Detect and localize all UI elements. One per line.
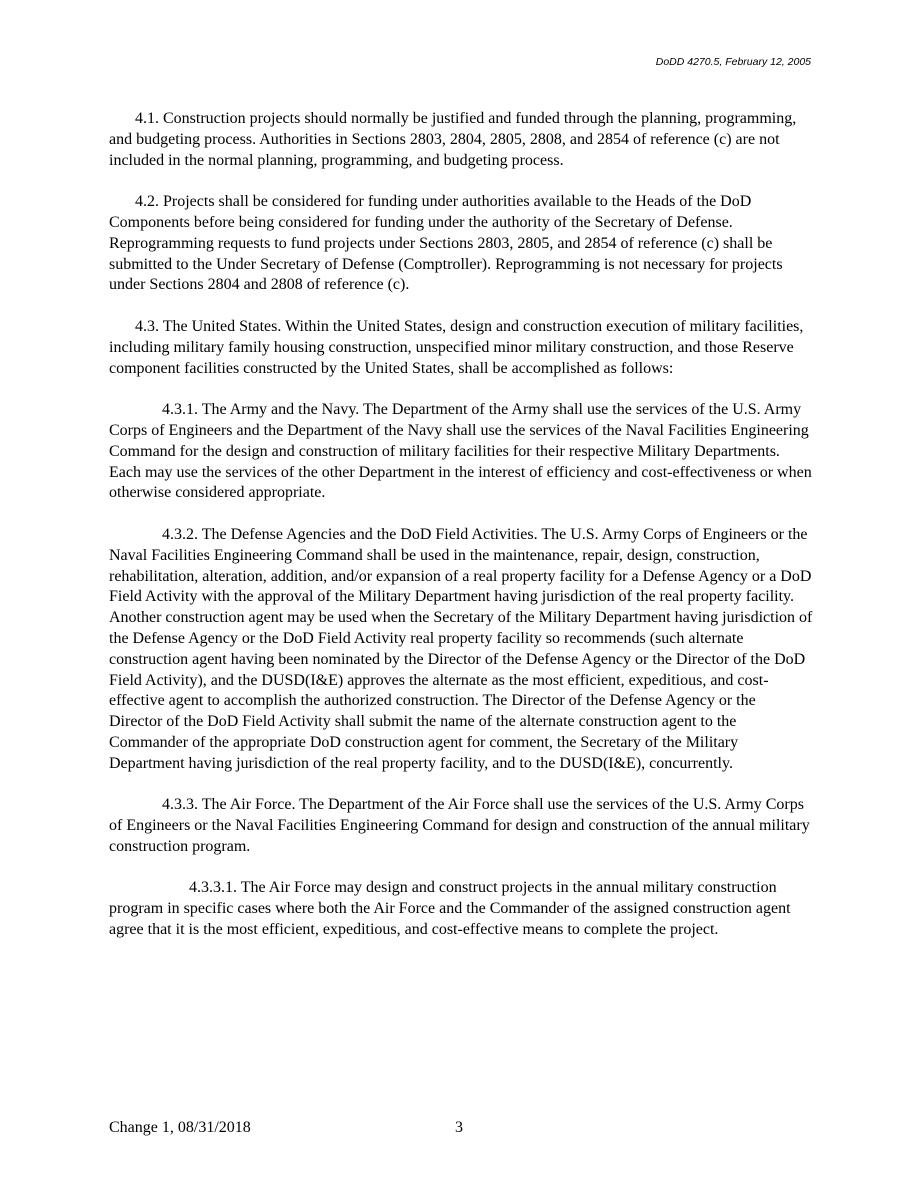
paragraph-4-3-3: 4.3.3. The Air Force. The Department of the Air Force shall use the services of the U.S. Army Corps of Engineers or the Naval Facilities Engineering Command for design and construction of the annual military construction program. bbox=[109, 796, 810, 855]
paragraph-4-3-1: 4.3.1. The Army and the Navy. The Department of the Army shall use the services of the U.S. Army Corps of Engineers and the Department of the Navy shall use the services of the Naval Facilities Engineering Command for the design and construction of military facilities for their respective Military Departments. Each may use the services of the other Department in the interest of efficiency and cost-effectiveness or when otherwise considered appropriate. bbox=[109, 401, 812, 502]
paragraph-4-3: 4.3. The United States. Within the United States, design and construction execution of military facilities, including military family housing construction, unspecified minor military construction, and those Reserve component facilities constructed by the United States, shall be accomplished as follows: bbox=[109, 317, 804, 377]
document-body bbox=[109, 109, 813, 962]
paragraph-4-1: 4.1. Construction projects should normally be justified and funded through the planning, programming, and budgeting process. Authorities in Sections 2803, 2804, 2805, 2808, and 2854 of reference (c) are not included in the normal planning, programming, and budgeting process. bbox=[109, 110, 797, 169]
paragraph-4-3-3-1: 4.3.3.1. The Air Force may design and construct projects in the annual military construction program in specific cases where both the Air Force and the Commander of the assigned construction agent agree that it is the most efficient, expeditious, and cost-effective means to complete the project. bbox=[109, 879, 791, 939]
page-number: 3 bbox=[455, 1119, 463, 1136]
change-note-footer: Change 1, 08/31/2018 bbox=[109, 1119, 251, 1136]
document-reference-header: DoDD 4270.5, February 12, 2005 bbox=[655, 56, 811, 68]
paragraph-4-3-2: 4.3.2. The Defense Agencies and the DoD Field Activities. The U.S. Army Corps of Engineers or the Naval Facilities Engineering Command shall be used in the maintenance, repair, design, construction, rehabilitation, alteration, addition, and/or expansion of a real property facility for a Defense Agency or a DoD Field Activity with the approval of the Military Department having jurisdiction of the real property facility. Another construction agent may be used when the Secretary of the Military Department having jurisdiction of the Defense Agency or the DoD Field Activity real property facility so recommends (such alternate construction agent having been nominated by the Director of the Defense Agency or the Director of the DoD Field Activity), and the DUSD(I&E) approves the alternate as the most efficient, expeditious, and cost-effective agent to accomplish the authorized construction. The Director of the Defense Agency or the Director of the DoD Field Activity shall submit the name of the alternate construction agent to the Commander of the appropriate DoD construction agent for comment, the Secretary of the Military Department having jurisdiction of the real property facility, and to the DUSD(I&E), concurrently. bbox=[109, 525, 813, 772]
paragraph-4-2: 4.2. Projects shall be considered for funding under authorities available to the Heads of the DoD Components before being considered for funding under the authority of the Secretary of Defense. Reprogramming requests to fund projects under Sections 2803, 2805, and 2854 of reference (c) shall be submitted to the Under Secretary of Defense (Comptroller). Reprogramming is not necessary for projects under Sections 2804 and 2808 of reference (c). bbox=[109, 193, 783, 294]
